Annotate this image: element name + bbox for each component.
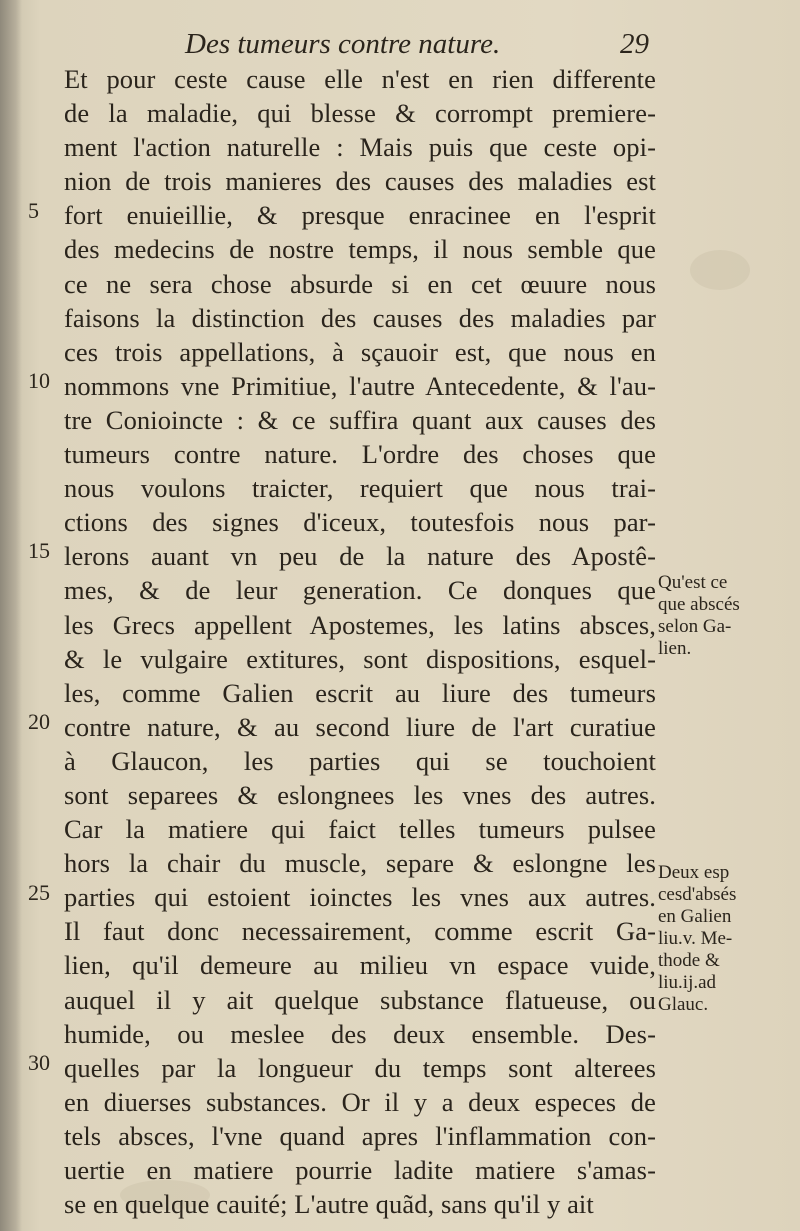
marginal-note-line: liu.v. Me-: [658, 928, 733, 949]
text-line: tre Conioincte : & ce suffira quant aux causes des: [64, 404, 656, 435]
line-number: 20: [28, 709, 50, 734]
marginal-note-2: [658, 862, 793, 1016]
text-line: auquel il y ait quelque substance flatueuse, ou: [64, 984, 656, 1015]
marginal-note-line: selon Ga-: [658, 616, 732, 637]
text-line: nous voulons traicter, requiert que nous trai-: [64, 473, 656, 504]
text-line: Et pour ceste cause elle n'est en rien differente: [64, 64, 656, 94]
text-line: en diuerses substances. Or il y a deux especes de: [64, 1086, 656, 1117]
text-line: tumeurs contre nature. L'ordre des choses que: [64, 439, 656, 470]
text-line: contre nature, & au second liure de l'art curatiue: [64, 711, 656, 742]
marginal-note-line: thode &: [658, 950, 720, 971]
line-number: 25: [28, 880, 50, 905]
text-line: nommons vne Primitiue, l'autre Antecedente, & l'au-: [64, 370, 656, 401]
text-line: ctions des signes d'iceux, toutesfois nous par-: [64, 507, 656, 538]
text-line: faisons la distinction des causes des maladies par: [64, 302, 656, 333]
text-line: tels absces, l'vne quand apres l'inflammation con-: [64, 1120, 656, 1151]
text-line: lien, qu'il demeure au milieu vn espace vuide,: [64, 950, 656, 981]
text-line: parties qui estoient ioinctes les vnes aux autres.: [64, 882, 656, 913]
text-line: Il faut donc necessairement, comme escrit Ga-: [64, 916, 656, 947]
text-line: les Grecs appellent Apostemes, les latins absces,: [64, 609, 656, 640]
marginal-note-line: que abscés: [658, 594, 740, 615]
text-line: Car la matiere qui faict telles tumeurs pulsee: [64, 814, 656, 845]
marginal-note-line: lien.: [658, 638, 692, 659]
text-line: ce ne sera chose absurde si en cet œuure nous: [64, 268, 656, 299]
text-line: fort enuieillie, & presque enracinee en l'esprit: [64, 200, 656, 231]
marginal-note-line: cesd'absés: [658, 884, 737, 905]
text-line: mes, & de leur generation. Ce donques que: [64, 575, 656, 606]
line-number: 10: [28, 368, 50, 393]
text-line: uertie en matiere pourrie ladite matiere s'amas-: [64, 1155, 656, 1185]
body-text: [64, 62, 656, 1221]
text-line: de la maladie, qui blesse & corrompt premiere-: [64, 98, 656, 129]
text-line: humide, ou meslee des deux ensemble. Des-: [64, 1018, 656, 1049]
text-line: lerons auant vn peu de la nature des Apostê-: [64, 541, 656, 572]
marginal-note-line: Glauc.: [658, 994, 709, 1015]
running-title: Des tumeurs contre nature.: [185, 28, 501, 60]
marginal-note-1: [658, 572, 793, 660]
line-number: 5: [28, 198, 39, 223]
marginal-note-line: Deux esp: [658, 862, 730, 883]
text-line: les, comme Galien escrit au liure des tumeurs: [64, 677, 656, 708]
text-line: sont separees & eslongnees les vnes des autres.: [64, 779, 656, 810]
text-line: des medecins de nostre temps, il nous semble que: [64, 234, 656, 265]
text-line: & le vulgaire extitures, sont dispositions, esquel-: [64, 643, 656, 674]
page-gutter-shadow: [0, 0, 22, 1231]
marginal-note-line: liu.ij.ad: [658, 972, 717, 993]
marginal-note-line: Qu'est ce: [658, 572, 728, 593]
text-line: quelles par la longueur du temps sont alterees: [64, 1052, 656, 1083]
line-number: 15: [28, 538, 50, 563]
text-line: hors la chair du muscle, separe & eslongne les: [64, 848, 656, 879]
text-line: à Glaucon, les parties qui se touchoient: [64, 745, 656, 776]
page-number: 29: [620, 28, 649, 60]
paper-stain: [690, 250, 750, 290]
text-line: se en quelque cauité; L'autre quãd, sans qu'il y ait: [64, 1189, 594, 1220]
line-number: 30: [28, 1050, 50, 1075]
text-line: ment l'action naturelle : Mais puis que ceste opi-: [64, 132, 656, 163]
text-line: nion de trois manieres des causes des maladies est: [64, 166, 656, 197]
marginal-note-line: en Galien: [658, 906, 732, 927]
text-line: ces trois appellations, à sçauoir est, que nous en: [64, 336, 656, 367]
